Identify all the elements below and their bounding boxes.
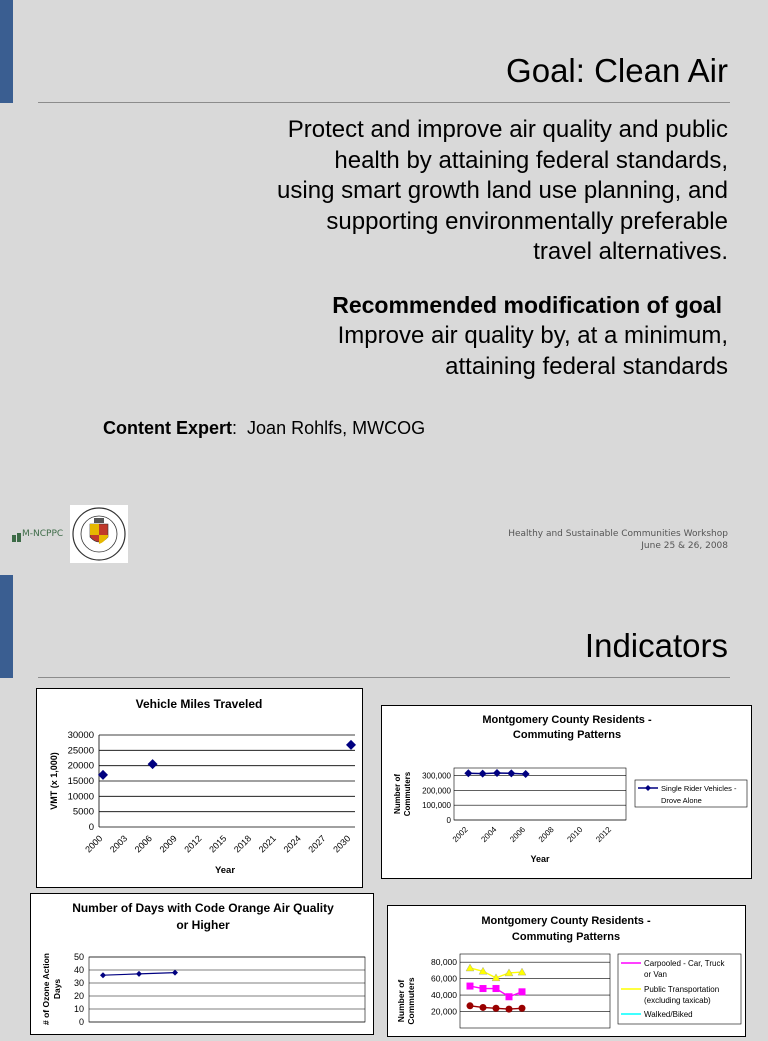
legend-label: or Van — [644, 970, 667, 979]
data-point — [493, 769, 501, 777]
data-point — [493, 1005, 500, 1012]
chart-title: Number of Days with Code Orange Air Quality — [72, 901, 334, 915]
accent-bar — [0, 0, 13, 103]
goal-line: travel alternatives. — [533, 238, 728, 265]
x-tick-label: 2021 — [256, 833, 279, 855]
data-point — [480, 985, 487, 992]
x-tick-label: 2002 — [450, 825, 470, 844]
data-point — [100, 972, 106, 978]
data-point — [172, 970, 178, 976]
chart-title: or Higher — [176, 918, 230, 932]
y-tick-label: 5000 — [72, 806, 94, 818]
data-point — [480, 1004, 487, 1011]
expert-name: Joan Rohlfs, MWCOG — [247, 418, 426, 438]
workshop-caption — [508, 528, 728, 552]
y-axis-label: Commuters — [406, 977, 416, 1025]
legend-label: Public Transportation — [644, 985, 720, 994]
chart-title: Commuting Patterns — [512, 729, 622, 741]
y-axis-label: Days — [52, 978, 62, 1000]
y-tick-label: 0 — [446, 816, 451, 825]
chart-vmt — [36, 688, 363, 888]
y-tick-label: 20,000 — [431, 1006, 457, 1017]
x-tick-label: 2015 — [207, 833, 229, 855]
x-tick-label: 2024 — [281, 833, 303, 855]
chart-title: Montgomery County Residents - — [482, 714, 652, 726]
legend-label: Carpooled - Car, Truck — [644, 959, 725, 968]
y-tick-label: 15000 — [67, 776, 94, 787]
y-tick-label: 0 — [78, 1017, 84, 1027]
goal-line: supporting environmentally preferable — [326, 207, 728, 235]
x-tick-label: 2009 — [157, 833, 179, 855]
chart-commuting-drove-alone — [381, 705, 752, 879]
x-tick-label: 2018 — [231, 833, 254, 855]
chart-commuting-modes — [387, 905, 746, 1037]
y-axis-label: VMT (x 1,000) — [49, 752, 59, 810]
recommended-heading: Recommended modification of goal — [332, 292, 722, 318]
workshop-line: Healthy and Sustainable Communities Workshop — [508, 529, 728, 539]
data-point — [506, 993, 513, 1000]
data-point — [98, 770, 108, 780]
data-point — [136, 971, 142, 977]
y-tick-label: 30000 — [67, 730, 94, 741]
y-tick-label: 60,000 — [431, 973, 457, 984]
y-axis-label: Number of — [396, 979, 406, 1023]
chart-commuting-svg — [382, 706, 751, 878]
data-point — [346, 740, 356, 750]
recommended-text — [338, 321, 728, 382]
y-tick-label: 100,000 — [422, 801, 451, 811]
plot-frame — [454, 768, 626, 820]
mncppc-logo — [12, 529, 22, 538]
data-point — [506, 1006, 513, 1013]
chart-title: Montgomery County Residents - — [481, 915, 651, 927]
legend-label: Drove Alone — [661, 796, 702, 805]
rec-line: Improve air quality by, at a minimum, — [337, 322, 728, 349]
x-tick-label: 2006 — [132, 833, 155, 855]
accent-bar — [0, 575, 13, 678]
goal-line: using smart growth land use planning, and — [277, 177, 728, 204]
workshop-date: June 25 & 26, 2008 — [641, 541, 728, 551]
county-seal-icon — [70, 505, 128, 563]
content-expert — [103, 418, 425, 439]
chart-vmt-svg — [37, 689, 362, 887]
slide-title: Goal: Clean Air — [506, 52, 728, 89]
y-tick-label: 200,000 — [422, 786, 451, 796]
data-point — [148, 759, 158, 769]
legend-label: (excluding taxicab) — [644, 996, 711, 1005]
rec-line: attaining federal standards — [445, 352, 728, 380]
data-point — [519, 988, 526, 995]
x-axis-label: Year — [214, 865, 236, 876]
y-tick-label: 0 — [88, 822, 94, 833]
data-point — [466, 964, 474, 971]
y-tick-label: 40,000 — [431, 990, 457, 1001]
data-point — [507, 769, 515, 777]
x-tick-label: 2004 — [479, 825, 499, 844]
data-point — [479, 770, 487, 778]
chart-code-orange — [30, 893, 374, 1035]
expert-label: Content Expert — [103, 418, 233, 438]
y-tick-label: 300,000 — [422, 771, 451, 781]
y-tick-label: 50 — [73, 952, 84, 962]
expert-separator: : — [232, 418, 238, 438]
y-tick-label: 20 — [73, 991, 84, 1001]
data-point — [467, 983, 474, 990]
x-tick-label: 2000 — [83, 833, 105, 855]
data-point — [519, 1005, 526, 1012]
y-tick-label: 10 — [73, 1004, 84, 1014]
x-tick-label: 2008 — [536, 825, 556, 844]
y-tick-label: 20000 — [67, 760, 94, 772]
y-axis-label: Number of — [393, 774, 402, 814]
chart-title: Vehicle Miles Traveled — [135, 697, 263, 711]
data-point — [522, 770, 530, 778]
y-tick-label: 30 — [73, 978, 84, 988]
plot-frame — [89, 957, 365, 1022]
x-tick-label: 2012 — [594, 825, 614, 844]
data-point — [464, 769, 472, 777]
county-seal — [70, 505, 128, 563]
legend-label: Single Rider Vehicles - — [661, 784, 737, 793]
y-tick-label: 80,000 — [431, 957, 457, 968]
goal-statement — [277, 115, 728, 268]
y-tick-label: 10000 — [67, 791, 94, 803]
data-point — [493, 985, 500, 992]
chart-code-orange-svg — [31, 894, 373, 1034]
y-tick-label: 40 — [73, 965, 84, 975]
mncppc-logo-icon — [12, 533, 22, 542]
x-tick-label: 2027 — [306, 833, 328, 855]
x-tick-label: 2030 — [331, 833, 353, 855]
x-axis-label: Year — [530, 854, 550, 864]
y-axis-label: # of Ozone Action — [41, 953, 51, 1025]
slide-title: Indicators — [584, 627, 728, 664]
chart-commuting-modes-svg — [388, 906, 745, 1036]
x-tick-label: 2006 — [508, 825, 528, 844]
chart-title: Commuting Patterns — [511, 931, 621, 943]
y-axis-label: Commuters — [403, 771, 412, 817]
legend-label: Walked/Biked — [644, 1010, 693, 1019]
goal-line: Protect and improve air quality and public — [287, 116, 728, 143]
mncppc-logo-text: M-NCPPC — [22, 529, 64, 539]
title-divider — [38, 102, 730, 103]
y-tick-label: 25000 — [67, 745, 94, 757]
data-point — [467, 1002, 474, 1009]
title-divider — [38, 677, 730, 678]
x-tick-label: 2010 — [565, 825, 585, 844]
x-tick-label: 2003 — [107, 833, 130, 855]
goal-line: health by attaining federal standards, — [334, 146, 728, 174]
x-tick-label: 2012 — [182, 833, 204, 855]
